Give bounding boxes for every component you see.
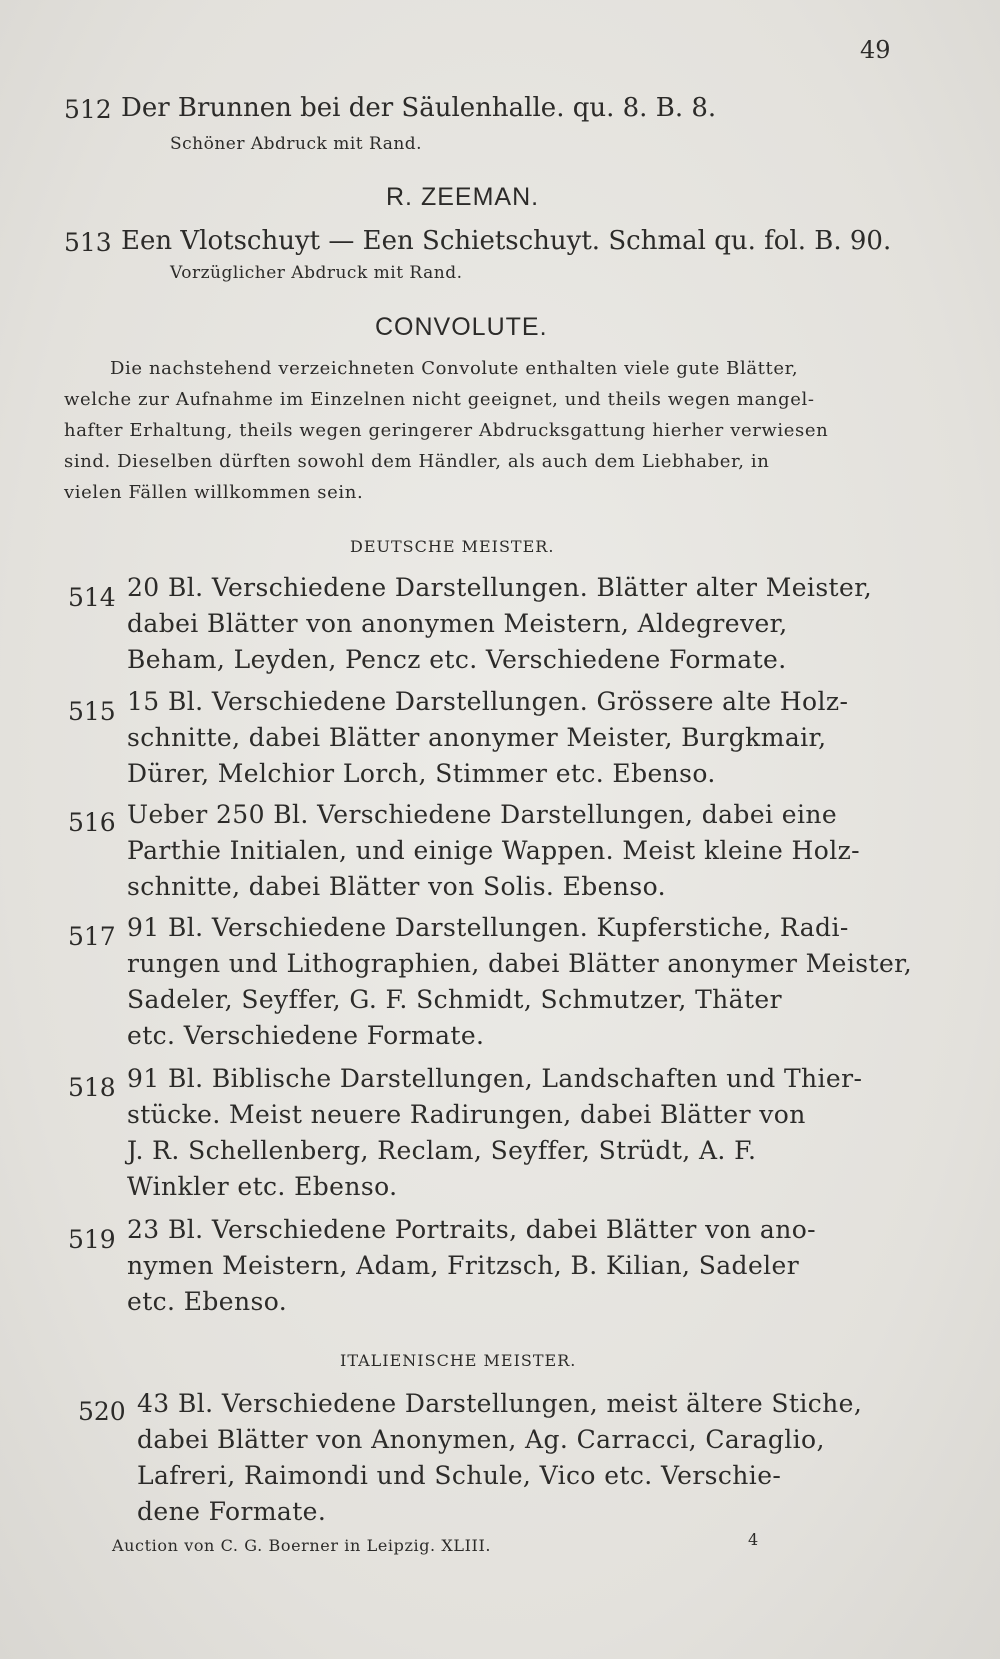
- lot-line: stücke. Meist neuere Radirungen, dabei Blätter von: [127, 1100, 806, 1129]
- lot-line: 43 Bl. Verschiedene Darstellungen, meist ältere Stiche,: [137, 1389, 863, 1418]
- intro-line: Die nachstehend verzeichneten Convolute enthalten viele gute Blätter,: [110, 358, 799, 379]
- lot-number: 517: [68, 922, 116, 951]
- lot-title: Een Vlotschuyt — Een Schietschuyt. Schmal qu. fol. B. 90.: [121, 226, 892, 256]
- lot-line: dene Formate.: [137, 1497, 327, 1526]
- lot-line: Parthie Initialen, und einige Wappen. Meist kleine Holz-: [127, 836, 861, 865]
- intro-line: hafter Erhaltung, theils wegen geringerer Abdrucksgattung hierher verwiesen: [64, 420, 829, 441]
- intro-line: sind. Dieselben dürften sowohl dem Händler, als auch dem Liebhaber, in: [64, 451, 770, 472]
- lot-number: 515: [68, 697, 116, 726]
- lot-number: 518: [68, 1073, 116, 1102]
- lot-line: schnitte, dabei Blätter anonymer Meister, Burgkmair,: [127, 723, 827, 752]
- intro-line: welche zur Aufnahme im Einzelnen nicht geeignet, und theils wegen mangel-: [64, 389, 815, 410]
- lot-line: 91 Bl. Verschiedene Darstellungen. Kupferstiche, Radi-: [127, 913, 849, 942]
- intro-line: vielen Fällen willkommen sein.: [64, 482, 364, 503]
- artist-heading: R. ZEEMAN.: [386, 183, 540, 211]
- lot-number: 520: [78, 1397, 126, 1426]
- lot-line: 23 Bl. Verschiedene Portraits, dabei Blätter von ano-: [127, 1215, 816, 1244]
- footer-imprint: Auction von C. G. Boerner in Leipzig. XLIII.: [112, 1536, 492, 1555]
- lot-line: Dürer, Melchior Lorch, Stimmer etc. Ebenso.: [127, 759, 716, 788]
- lot-line: 91 Bl. Biblische Darstellungen, Landschaften und Thier-: [127, 1064, 863, 1093]
- lot-number: 513: [64, 228, 112, 257]
- lot-number: 514: [68, 583, 116, 612]
- lot-line: Sadeler, Seyffer, G. F. Schmidt, Schmutzer, Thäter: [127, 985, 782, 1014]
- lot-line: Lafreri, Raimondi und Schule, Vico etc. Verschie-: [137, 1461, 782, 1490]
- lot-line: etc. Ebenso.: [127, 1287, 288, 1316]
- lot-line: dabei Blätter von Anonymen, Ag. Carracci, Caraglio,: [137, 1425, 825, 1454]
- page-number: 49: [860, 36, 891, 64]
- subsection-heading: DEUTSCHE MEISTER.: [350, 537, 555, 556]
- lot-line: nymen Meistern, Adam, Fritzsch, B. Kilian, Sadeler: [127, 1251, 800, 1280]
- lot-note: Vorzüglicher Abdruck mit Rand.: [170, 263, 463, 283]
- section-heading: CONVOLUTE.: [375, 313, 548, 341]
- lot-note: Schöner Abdruck mit Rand.: [170, 134, 423, 154]
- lot-number: 512: [64, 95, 112, 124]
- subsection-heading: ITALIENISCHE MEISTER.: [340, 1351, 577, 1370]
- lot-line: Ueber 250 Bl. Verschiedene Darstellungen, dabei eine: [127, 800, 838, 829]
- lot-title: Der Brunnen bei der Säulenhalle. qu. 8. B. 8.: [121, 93, 717, 123]
- lot-line: etc. Verschiedene Formate.: [127, 1021, 485, 1050]
- lot-line: J. R. Schellenberg, Reclam, Seyffer, Strüdt, A. F.: [127, 1136, 757, 1165]
- lot-line: 20 Bl. Verschiedene Darstellungen. Blätter alter Meister,: [127, 573, 873, 602]
- lot-number: 516: [68, 808, 116, 837]
- lot-line: Winkler etc. Ebenso.: [127, 1172, 398, 1201]
- lot-line: schnitte, dabei Blätter von Solis. Ebenso.: [127, 872, 666, 901]
- signature-mark: 4: [748, 1530, 759, 1549]
- lot-line: rungen und Lithographien, dabei Blätter anonymer Meister,: [127, 949, 913, 978]
- lot-line: dabei Blätter von anonymen Meistern, Aldegrever,: [127, 609, 788, 638]
- lot-line: Beham, Leyden, Pencz etc. Verschiedene Formate.: [127, 645, 787, 674]
- lot-line: 15 Bl. Verschiedene Darstellungen. Grössere alte Holz-: [127, 687, 849, 716]
- lot-number: 519: [68, 1225, 116, 1254]
